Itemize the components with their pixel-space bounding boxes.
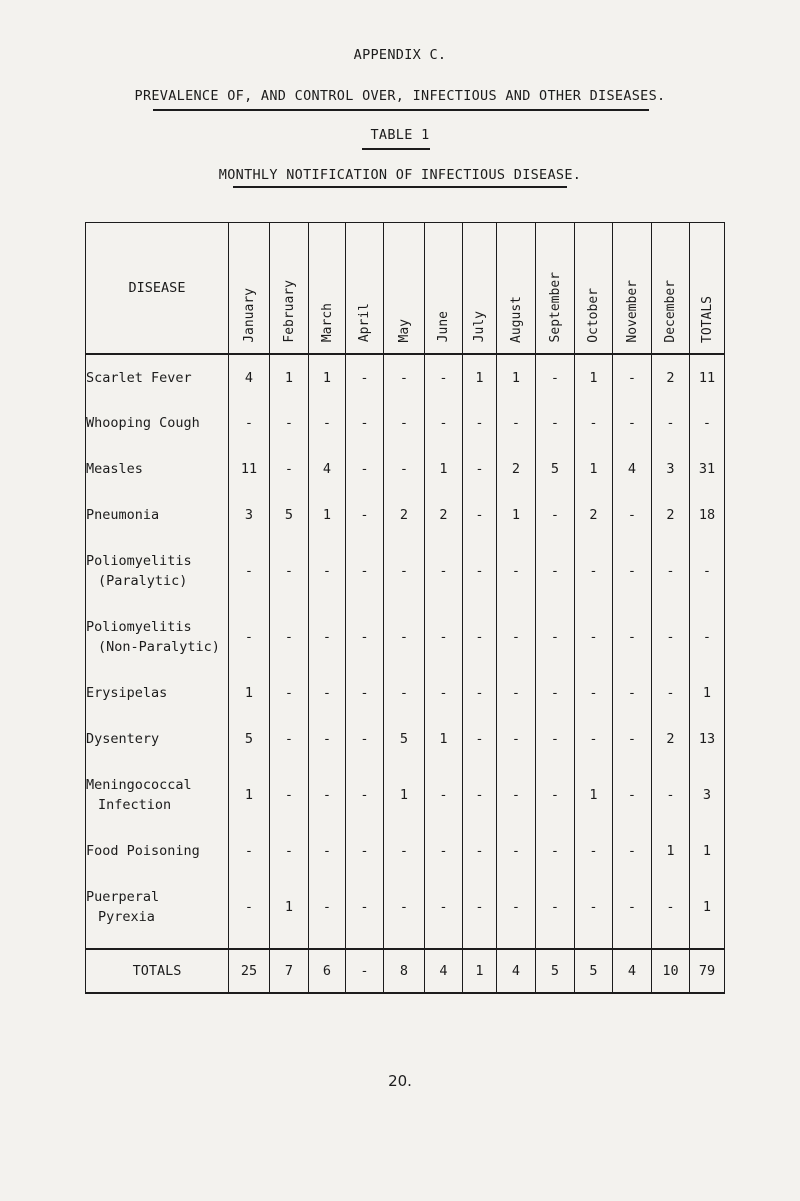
total-cell: 1	[463, 949, 497, 993]
table-cell: -	[497, 538, 536, 604]
table-cell: -	[229, 874, 270, 940]
disease-name	[86, 670, 229, 716]
table-cell: -	[346, 492, 384, 538]
table-cell: -	[536, 400, 575, 446]
total-cell: -	[346, 949, 384, 993]
table-cell: -	[229, 828, 270, 874]
table-cell: -	[463, 828, 497, 874]
disease-name-line: Poliomyelitis	[86, 618, 192, 635]
table-cell: 4	[229, 354, 270, 400]
table-cell: 2	[652, 354, 690, 400]
table-cell: -	[425, 762, 463, 828]
table-cell: -	[497, 762, 536, 828]
table-cell: -	[309, 716, 346, 762]
table-cell: 2	[384, 492, 425, 538]
disease-name-line: Infection	[98, 796, 172, 813]
table-cell: -	[270, 670, 309, 716]
table-title: TABLE 1	[370, 127, 430, 143]
totals-row	[86, 949, 725, 993]
total-cell: 7	[270, 949, 309, 993]
appendix-label: APPENDIX C.	[353, 47, 447, 63]
table-cell: 1	[309, 354, 346, 400]
table-cell: -	[613, 670, 652, 716]
table-cell: 1	[229, 762, 270, 828]
total-cell: 4	[425, 949, 463, 993]
table-cell: 2	[425, 492, 463, 538]
spacer-cell	[229, 940, 270, 949]
table-cell: 1	[425, 716, 463, 762]
column-header	[536, 223, 575, 354]
table-row	[86, 670, 725, 716]
table-cell: -	[384, 828, 425, 874]
table-cell: 1	[575, 446, 613, 492]
table-cell: -	[536, 874, 575, 940]
table-cell: -	[536, 762, 575, 828]
table-cell: -	[425, 604, 463, 670]
table-title-underline	[362, 148, 430, 150]
table-cell: -	[652, 538, 690, 604]
column-header-label: April	[357, 303, 372, 343]
disease-name-line: Measles	[86, 460, 143, 477]
table-cell: -	[536, 828, 575, 874]
table-cell: 3	[229, 492, 270, 538]
table-cell: -	[384, 446, 425, 492]
table-cell: -	[384, 670, 425, 716]
table-cell: 1	[384, 762, 425, 828]
column-header-label: TOTALS	[699, 295, 715, 343]
table-row	[86, 492, 725, 538]
table-cell: 1	[690, 670, 725, 716]
table-cell: -	[575, 828, 613, 874]
table-cell: -	[309, 538, 346, 604]
table-cell: -	[690, 604, 725, 670]
table-cell: -	[270, 400, 309, 446]
table-cell: -	[346, 354, 384, 400]
table-cell: -	[270, 828, 309, 874]
table-cell: -	[497, 400, 536, 446]
table-cell: -	[425, 400, 463, 446]
table-cell: -	[425, 670, 463, 716]
table-cell: -	[384, 538, 425, 604]
table-cell: -	[229, 604, 270, 670]
table-cell: -	[463, 716, 497, 762]
disease-name	[86, 828, 229, 874]
table-cell: 2	[652, 492, 690, 538]
table-cell: -	[536, 604, 575, 670]
spacer-cell	[86, 940, 229, 949]
table-cell: -	[384, 874, 425, 940]
document-subtitle: PREVALENCE OF, AND CONTROL OVER, INFECTIOUS AND OTHER DISEASES.	[134, 88, 666, 104]
table-cell: 1	[575, 354, 613, 400]
table-cell: -	[346, 446, 384, 492]
table-cell: -	[384, 604, 425, 670]
table-cell: 1	[575, 762, 613, 828]
table-cell: -	[613, 538, 652, 604]
spacer-cell	[309, 940, 346, 949]
disease-name	[86, 446, 229, 492]
table-cell: 4	[613, 446, 652, 492]
table-cell: 11	[690, 354, 725, 400]
total-cell: 25	[229, 949, 270, 993]
table-cell: -	[309, 828, 346, 874]
table-cell: -	[229, 538, 270, 604]
disease-column-header: DISEASE	[86, 223, 229, 354]
table-row	[86, 716, 725, 762]
table-cell: -	[497, 716, 536, 762]
total-cell: 5	[575, 949, 613, 993]
table-cell: 31	[690, 446, 725, 492]
table-row	[86, 446, 725, 492]
spacer-cell	[346, 940, 384, 949]
total-cell: 4	[613, 949, 652, 993]
table-cell: -	[346, 716, 384, 762]
table-cell: -	[613, 716, 652, 762]
column-header	[463, 223, 497, 354]
table-cell: 1	[652, 828, 690, 874]
disease-name-line: (Non-Paralytic)	[98, 638, 220, 655]
table-cell: -	[536, 716, 575, 762]
table-cell: -	[346, 400, 384, 446]
spacer-cell	[497, 940, 536, 949]
table-cell: -	[270, 604, 309, 670]
page-number: 20.	[388, 1072, 412, 1090]
table-cell: -	[497, 670, 536, 716]
table-cell: -	[536, 354, 575, 400]
total-cell: 10	[652, 949, 690, 993]
table-cell: -	[270, 446, 309, 492]
table-cell: -	[270, 716, 309, 762]
disease-name-line: Puerperal	[86, 888, 160, 905]
table-cell: -	[575, 604, 613, 670]
table-cell: -	[536, 670, 575, 716]
column-header-label: August	[508, 295, 524, 343]
table-cell: -	[613, 604, 652, 670]
table-cell: 1	[497, 354, 536, 400]
table-cell: -	[536, 538, 575, 604]
column-header	[384, 223, 425, 354]
column-header-label: June	[436, 311, 451, 343]
table-cell: -	[425, 828, 463, 874]
spacer-cell	[425, 940, 463, 949]
disease-name	[86, 492, 229, 538]
table-cell: 1	[270, 874, 309, 940]
table-cell: 1	[690, 874, 725, 940]
table-cell: -	[613, 762, 652, 828]
table-cell: -	[463, 538, 497, 604]
table-cell: -	[346, 604, 384, 670]
table-cell: 1	[425, 446, 463, 492]
table-cell: -	[346, 538, 384, 604]
total-cell: 8	[384, 949, 425, 993]
table-cell: 1	[497, 492, 536, 538]
table-cell: -	[690, 538, 725, 604]
table-cell: -	[575, 400, 613, 446]
table-cell: 5	[536, 446, 575, 492]
table-cell: 11	[229, 446, 270, 492]
table-cell: 5	[384, 716, 425, 762]
column-header-label: March	[319, 303, 335, 343]
table-cell: -	[346, 874, 384, 940]
column-header	[613, 223, 652, 354]
column-header	[425, 223, 463, 354]
column-header	[229, 223, 270, 354]
table-cell: -	[575, 716, 613, 762]
table-row	[86, 354, 725, 400]
table-row	[86, 400, 725, 446]
column-header-label: July	[472, 311, 487, 343]
spacer-cell	[575, 940, 613, 949]
table-cell: 5	[229, 716, 270, 762]
table-cell: -	[575, 874, 613, 940]
table-cell: 3	[690, 762, 725, 828]
table-cell: -	[270, 538, 309, 604]
spacer-cell	[463, 940, 497, 949]
table-cell: -	[270, 762, 309, 828]
table-cell: -	[346, 762, 384, 828]
disease-name	[86, 874, 229, 940]
table-cell: -	[575, 670, 613, 716]
column-header	[270, 223, 309, 354]
table-cell: -	[229, 400, 270, 446]
table-cell: -	[384, 354, 425, 400]
column-header-label: November	[624, 279, 640, 343]
table-row	[86, 538, 725, 604]
table-cell: 1	[463, 354, 497, 400]
table-cell: 2	[497, 446, 536, 492]
table-cell: -	[613, 400, 652, 446]
disease-name	[86, 762, 229, 828]
disease-name	[86, 716, 229, 762]
table-cell: -	[652, 670, 690, 716]
table-cell: -	[346, 670, 384, 716]
totals-section	[86, 949, 725, 993]
column-header-label: October	[586, 287, 601, 343]
column-header-label: December	[663, 279, 678, 343]
table-cell: 4	[309, 446, 346, 492]
table-cell: -	[536, 492, 575, 538]
table-cell: -	[497, 604, 536, 670]
table-cell: 5	[270, 492, 309, 538]
table-cell: 3	[652, 446, 690, 492]
column-header	[497, 223, 536, 354]
disease-name-line: Meningococcal	[86, 776, 192, 793]
total-cell: 79	[690, 949, 725, 993]
table-cell: -	[384, 400, 425, 446]
spacer-row	[86, 940, 725, 949]
spacer-cell	[652, 940, 690, 949]
table-row	[86, 828, 725, 874]
table-cell: -	[463, 446, 497, 492]
column-header	[575, 223, 613, 354]
table-cell: -	[613, 354, 652, 400]
table-cell: -	[613, 828, 652, 874]
table-row	[86, 604, 725, 670]
column-header-label: January	[241, 287, 257, 343]
disease-name-line: Poliomyelitis	[86, 552, 192, 569]
table-cell: -	[497, 828, 536, 874]
table-cell: -	[463, 604, 497, 670]
table-caption: MONTHLY NOTIFICATION OF INFECTIOUS DISEASE.	[218, 167, 582, 183]
table-cell: -	[652, 762, 690, 828]
spacer-cell	[384, 940, 425, 949]
table-cell: -	[463, 670, 497, 716]
table-cell: -	[425, 538, 463, 604]
table-cell: 2	[652, 716, 690, 762]
column-header	[309, 223, 346, 354]
disease-name-line: Pyrexia	[98, 908, 155, 925]
table-cell: 2	[575, 492, 613, 538]
disease-name-line: Pneumonia	[86, 506, 160, 523]
disease-name	[86, 354, 229, 400]
disease-name-line: Food Poisoning	[86, 842, 200, 859]
table-cell: -	[309, 604, 346, 670]
column-header-label: September	[547, 272, 563, 343]
table-cell: -	[463, 874, 497, 940]
spacer-cell	[270, 940, 309, 949]
spacer-cell	[690, 940, 725, 949]
table-cell: -	[309, 670, 346, 716]
total-cell: 5	[536, 949, 575, 993]
table-cell: -	[425, 354, 463, 400]
table-cell: -	[463, 762, 497, 828]
total-cell: 4	[497, 949, 536, 993]
table-cell: 1	[229, 670, 270, 716]
table-cell: -	[309, 762, 346, 828]
table-cell: 13	[690, 716, 725, 762]
table-cell: 1	[690, 828, 725, 874]
table-cell: -	[497, 874, 536, 940]
table-cell: -	[613, 492, 652, 538]
disease-name	[86, 538, 229, 604]
table-cell: -	[652, 604, 690, 670]
table-cell: -	[309, 400, 346, 446]
spacer-cell	[613, 940, 652, 949]
table-caption-underline	[233, 186, 567, 188]
subtitle-underline	[153, 109, 649, 111]
disease-name-line: Erysipelas	[86, 684, 168, 701]
table-cell: 1	[270, 354, 309, 400]
disease-name-line: Scarlet Fever	[86, 370, 192, 386]
disease-name-line: (Paralytic)	[98, 572, 188, 589]
table-cell: -	[463, 400, 497, 446]
totals-label: TOTALS	[86, 949, 229, 993]
table-cell: -	[652, 400, 690, 446]
column-header-label: May	[396, 319, 412, 343]
total-cell: 6	[309, 949, 346, 993]
column-header	[652, 223, 690, 354]
column-header	[346, 223, 384, 354]
table-cell: -	[652, 874, 690, 940]
spacer-cell	[536, 940, 575, 949]
table-cell: -	[575, 538, 613, 604]
table-row	[86, 874, 725, 940]
disease-name	[86, 400, 229, 446]
table-cell: -	[425, 874, 463, 940]
table-cell: 1	[309, 492, 346, 538]
table-cell: -	[463, 492, 497, 538]
table-cell: -	[309, 874, 346, 940]
table-row	[86, 762, 725, 828]
header-row	[86, 223, 725, 354]
table-body	[86, 354, 725, 949]
column-header	[690, 223, 725, 354]
table-cell: -	[690, 400, 725, 446]
notification-table	[85, 222, 725, 994]
disease-name-line: Dysentery	[86, 730, 160, 747]
table-cell: 18	[690, 492, 725, 538]
disease-name	[86, 604, 229, 670]
column-header-label: February	[281, 279, 297, 343]
table-cell: -	[613, 874, 652, 940]
table-cell: -	[346, 828, 384, 874]
disease-name-line: Whooping Cough	[86, 414, 200, 431]
